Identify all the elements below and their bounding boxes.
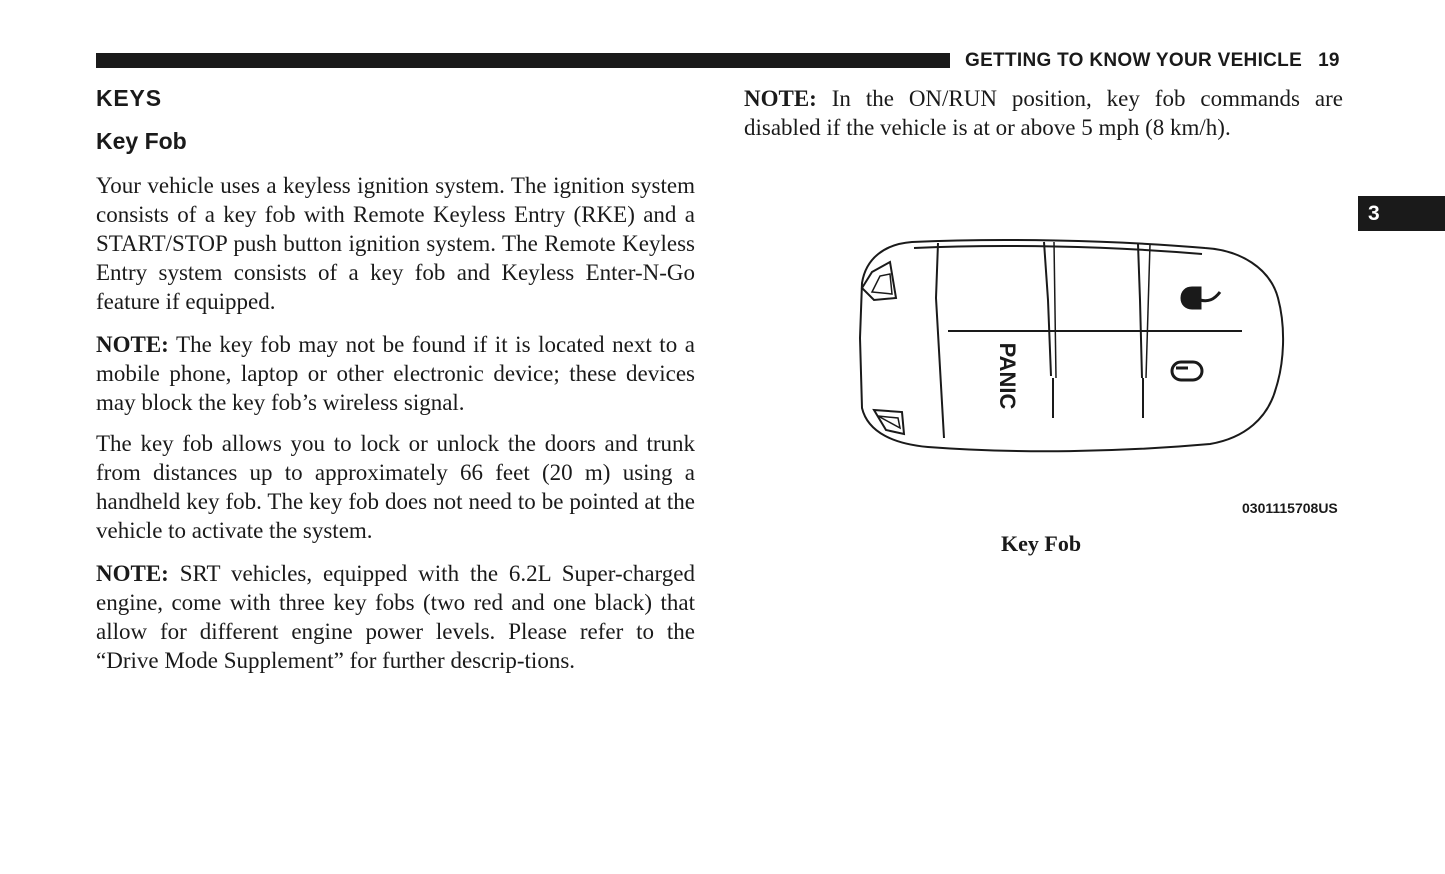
- chapter-tab: 3: [1358, 196, 1445, 231]
- lock-icon: [1182, 288, 1220, 308]
- page-number: 19: [1318, 50, 1340, 71]
- panic-button-label: PANIC: [995, 342, 1020, 410]
- note-label: NOTE:: [744, 86, 817, 111]
- running-header: [965, 50, 1340, 72]
- right-column: [744, 84, 1343, 142]
- note-text: SRT vehicles, equipped with the 6.2L Super-charged engine, come with three key fobs (two red and one black) that allow for different engine power levels. Please refer to the “Drive Mode Supplement” for further descrip-tions.: [96, 561, 695, 673]
- note-text: The key fob may not be found if it is located next to a mobile phone, laptop or other electronic device; these devices may block the key fob’s wireless signal.: [96, 332, 695, 415]
- note-paragraph-3: [744, 84, 1343, 142]
- key-fob-illustration: [850, 228, 1295, 464]
- note-text: In the ON/RUN position, key fob commands are disabled if the vehicle is at or above 5 mph (8 km/h).: [744, 86, 1343, 140]
- intro-paragraph: Your vehicle uses a keyless ignition system. The ignition system consists of a key fob with Remote Keyless Entry (RKE) and a START/STOP push button ignition system. The Remote Keyless Entry system consists of a key fob and Keyless Enter-N-Go feature if equipped.: [96, 173, 695, 314]
- section-title: GETTING TO KNOW YOUR VEHICLE: [965, 50, 1303, 71]
- section-heading: KEYS: [96, 85, 162, 111]
- subsection-heading: Key Fob: [96, 128, 187, 154]
- note-label: NOTE:: [96, 332, 169, 357]
- unlock-icon: [1172, 362, 1202, 380]
- header-rule: [96, 53, 950, 68]
- range-paragraph: The key fob allows you to lock or unlock the doors and trunk from distances up to approximately 66 feet (20 m) using a handheld key fob. The key fob does not need to be pointed at the vehicle to activate the system.: [96, 431, 695, 543]
- note-paragraph-2: [96, 559, 695, 675]
- figure-code: 0301115708US: [1242, 500, 1338, 516]
- key-fob-inner-outline: [914, 246, 1202, 254]
- note-paragraph-1: [96, 330, 695, 417]
- note-label: NOTE:: [96, 561, 169, 586]
- figure-caption: Key Fob: [1001, 531, 1082, 556]
- fob-divider: [936, 243, 944, 438]
- fob-divider: [1138, 244, 1142, 378]
- key-fob-body: [860, 240, 1283, 451]
- fob-divider: [1044, 242, 1051, 376]
- left-column: [96, 84, 695, 675]
